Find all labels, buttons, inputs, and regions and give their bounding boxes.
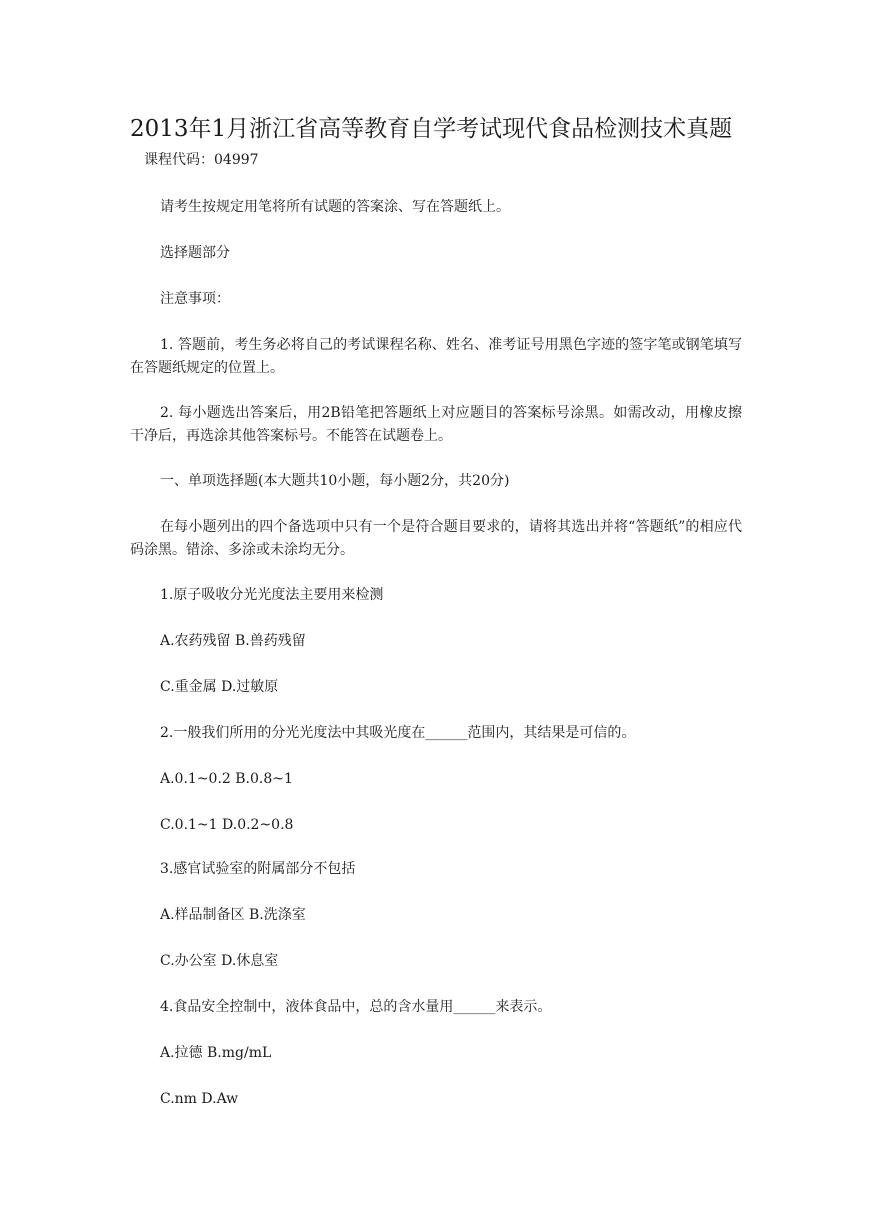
instruction-paragraph: 请考生按规定用笔将所有试题的答案涂、写在答题纸上。 xyxy=(160,199,510,215)
question-3-options-cd: C.办公室 D.休息室 xyxy=(160,953,279,969)
part-instruction: 在每小题列出的四个备选项中只有一个是符合题目要求的，请将其选出并将“答题纸”的相应代码涂黑。错涂、多涂或未涂均无分。 xyxy=(130,519,742,558)
part-heading: 一、单项选择题(本大题共10小题，每小题2分，共20分) xyxy=(160,473,510,489)
question-4: 4.食品安全控制中，液体食品中，总的含水量用______来表示。 xyxy=(160,999,552,1015)
question-1-options-ab: A.农药残留 B.兽药残留 xyxy=(160,633,306,649)
course-code: 课程代码：04997 xyxy=(144,152,259,168)
question-2-options-ab: A.0.1~0.2 B.0.8~1 xyxy=(160,771,293,787)
question-3: 3.感官试验室的附属部分不包括 xyxy=(160,861,356,877)
notice-item-2: 2. 每小题选出答案后，用2B铅笔把答题纸上对应题目的答案标号涂黑。如需改动，用橡皮擦干净后，再选涂其他答案标号。不能答在试题卷上。 xyxy=(130,405,742,444)
question-2-options-cd: C.0.1~1 D.0.2~0.8 xyxy=(160,817,294,833)
notice-heading: 注意事项： xyxy=(160,291,230,307)
question-1-options-cd: C.重金属 D.过敏原 xyxy=(160,679,279,695)
section-heading: 选择题部分 xyxy=(160,245,230,261)
question-3-options-ab: A.样品制备区 B.洗涤室 xyxy=(160,907,306,923)
question-2: 2.一般我们所用的分光光度法中其吸光度在______范围内，其结果是可信的。 xyxy=(160,725,636,741)
question-4-options-ab: A.拉德 B.mg/mL xyxy=(160,1045,272,1061)
question-4-options-cd: C.nm D.Aw xyxy=(160,1091,239,1107)
notice-item-1: 1. 答题前，考生务必将自己的考试课程名称、姓名、准考证号用黑色字迹的签字笔或钢笔填写在答题纸规定的位置上。 xyxy=(130,337,742,376)
question-1: 1.原子吸收分光光度法主要用来检测 xyxy=(160,587,384,603)
document-title: 2013年1月浙江省高等教育自学考试现代食品检测技术真题 xyxy=(130,116,733,142)
